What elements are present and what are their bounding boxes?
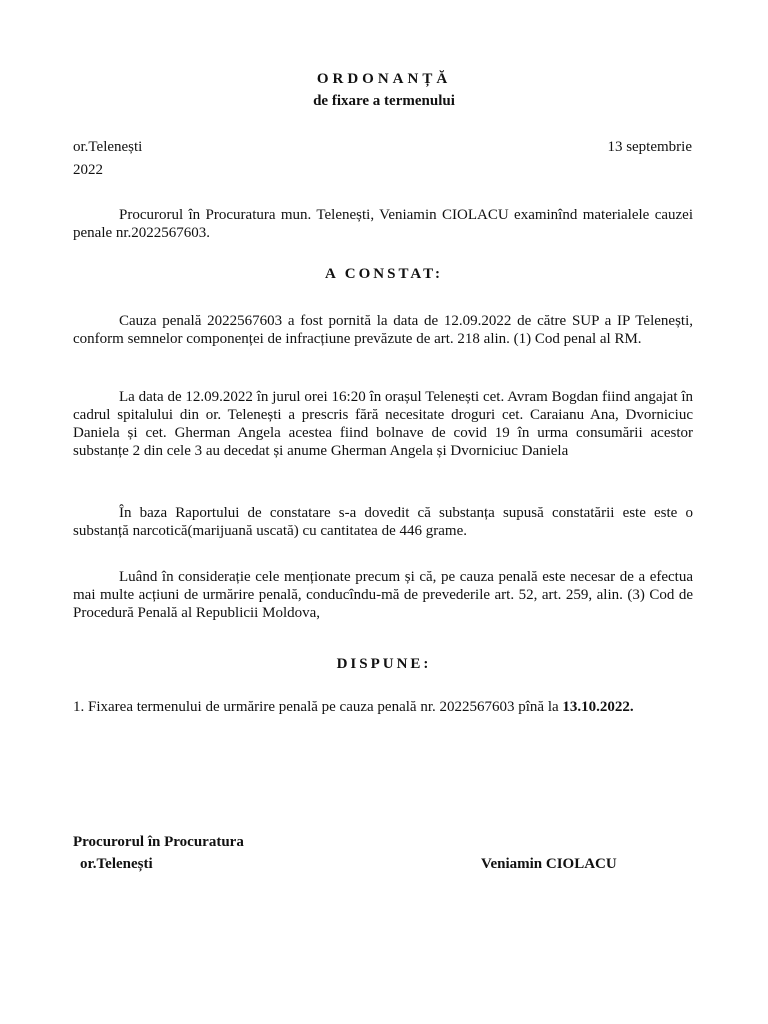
constat-paragraph-2: La data de 12.09.2022 în jurul orei 16:20 în orașul Telenești cet. Avram Bogdan fiind angajat în cadrul spitalului din or. Telenești a prescris fără necesitate droguri cet. Caraianu Ana, Dvorniciuc Daniela și cet. Gherman Angela acestea fiind bolnave de covid 19 în urma consumării acestor substanțe 2 din cele 3 au decedat și anume Gherman Angela și Dvorniciuc Daniela <box>73 389 693 459</box>
dispune-paragraph <box>73 698 693 716</box>
dispune-text: 1. Fixarea termenului de urmărire penală pe cauza penală nr. 2022567603 pînă la <box>73 699 559 715</box>
constat-paragraph-1: Cauza penală 2022567603 a fost pornită la data de 12.09.2022 de către SUP a IP Telenești, conform semnelor componenței de infracțiune prevăzute de art. 218 alin. (1) Cod penal al RM. <box>73 313 693 347</box>
document-subtitle: de fixare a termenului <box>313 93 455 109</box>
constat-paragraph-4: Luând în considerație cele menționate precum și că, pe cauza penală este necesar de a efectua mai multe acțiuni de urmărire penală, conducîndu-mă de prevederile art. 52, art. 259, alin. (3) Cod de Procedură Penală al Republicii Moldova, <box>73 569 693 621</box>
date-label: 13 septembrie <box>607 139 692 155</box>
signature-name: Veniamin CIOLACU <box>481 856 617 872</box>
constat-heading: A CONSTAT: <box>325 266 443 282</box>
dispune-heading: DISPUNE: <box>336 656 432 672</box>
constat-paragraph-3: În baza Raportului de constatare s-a dovedit că substanța supusă constatării este este o substanță narcotică(marijuană uscată) cu cantitatea de 446 grame. <box>73 505 693 539</box>
document-title: ORDONANȚĂ <box>316 71 452 87</box>
signature-role-line-1: Procurorul în Procuratura <box>73 834 244 850</box>
place-label: or.Telenești <box>73 139 143 155</box>
intro-paragraph: Procurorul în Procuratura mun. Telenești, Veniamin CIOLACU examinînd materialele cauzei penale nr.2022567603. <box>73 207 693 241</box>
signature-role-line-2: or.Telenești <box>80 856 153 872</box>
date-year: 2022 <box>73 162 103 178</box>
dispune-date: 13.10.2022. <box>562 699 634 715</box>
